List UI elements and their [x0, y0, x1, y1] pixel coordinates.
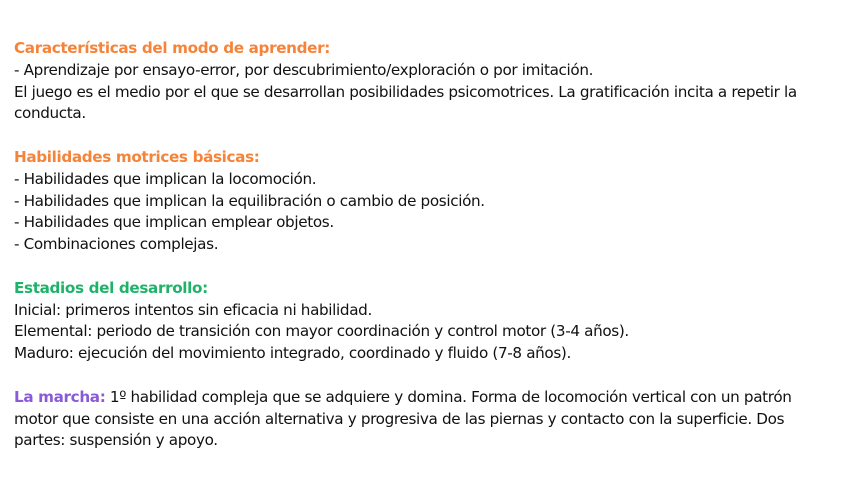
gait-description: 1º habilidad compleja que se adquiere y domina. Forma de locomoción vertical con un patrón motor que consiste en una acción alternativa y progresiva de las piernas y contacto con la superficie. Dos partes: suspensión y apoyo. — [14, 387, 792, 450]
stage-line: Maduro: ejecución del movimiento integrado, coordinado y fluido (7-8 años). — [14, 344, 571, 363]
section-heading-basic-motor-skills: Habilidades motrices básicas: — [14, 147, 260, 166]
stage-line: Inicial: primeros intentos sin eficacia ni habilidad. — [14, 300, 372, 319]
document-body — [14, 38, 834, 452]
section-basic-motor-skills — [14, 147, 834, 256]
list-item: - Habilidades que implican emplear objetos. — [14, 213, 334, 232]
section-heading-development-stages: Estadios del desarrollo: — [14, 278, 208, 297]
section-heading-learning-mode: Características del modo de aprender: — [14, 39, 330, 57]
list-item: - Habilidades que implican la equilibración o cambio de posición. — [14, 191, 485, 210]
section-learning-mode — [14, 38, 834, 125]
section-heading-gait: La marcha: — [14, 387, 106, 406]
section-gait — [14, 387, 834, 452]
list-item: - Habilidades que implican la locomoción. — [14, 169, 317, 188]
list-item: - Combinaciones complejas. — [14, 235, 219, 254]
text-line: El juego es el medio por el que se desarrollan posibilidades psicomotrices. La gratificación incita a repetir la conducta. — [14, 82, 797, 123]
section-development-stages — [14, 278, 834, 365]
stage-line: Elemental: periodo de transición con mayor coordinación y control motor (3-4 años). — [14, 322, 629, 341]
text-line: - Aprendizaje por ensayo-error, por descubrimiento/exploración o por imitación. — [14, 60, 594, 79]
